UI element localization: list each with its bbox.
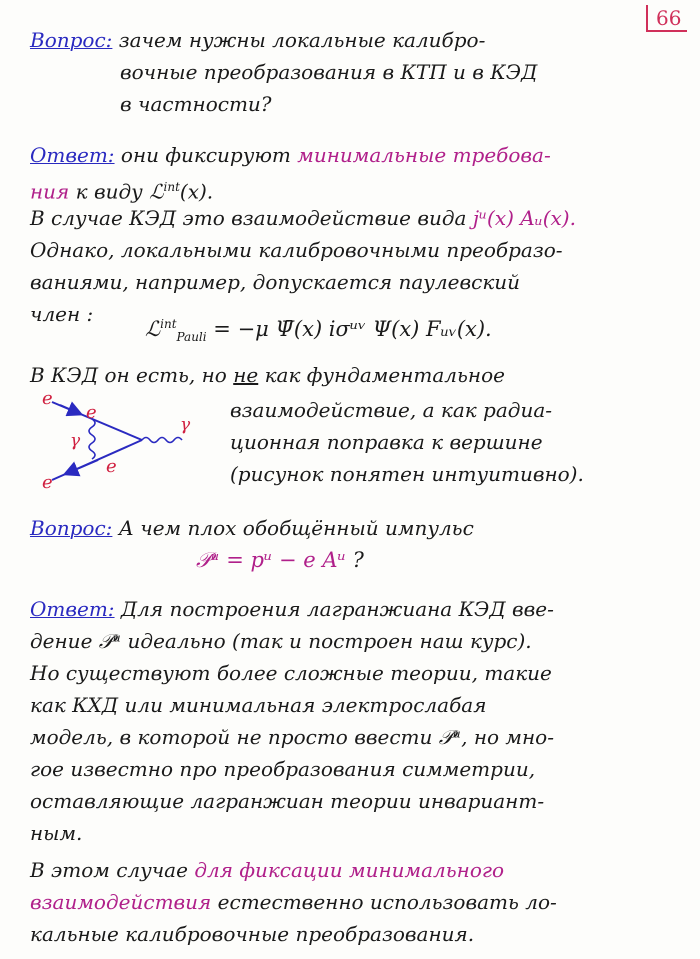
- p1-line-2: [30, 237, 563, 263]
- answer-label-2: Ответ:: [30, 597, 115, 621]
- p1-text-1: В случае КЭД это взаимодействие вида: [30, 206, 467, 230]
- a1-highlight-2: ния: [30, 179, 70, 204]
- a1-line-2: [30, 174, 213, 205]
- p1-text-4: член :: [30, 302, 94, 326]
- p1-text-2: Однако, локальными калибровочными преобразо-: [30, 238, 563, 262]
- label-e2: e: [86, 402, 97, 423]
- a2-text-6: гое известно про преобразования симметрии,: [30, 757, 536, 781]
- answer-label: Ответ:: [30, 143, 115, 167]
- q2-text-1: А чем плох обобщённый импульс: [118, 516, 474, 540]
- q2-line-1: [30, 515, 474, 541]
- a1-text-1: они фиксируют: [120, 143, 291, 167]
- a1-highlight-1: минимальные требова-: [297, 143, 551, 167]
- q1-line-3: [120, 91, 272, 117]
- label-e1: e: [42, 388, 53, 409]
- a2-line-8: [30, 820, 82, 846]
- p1-line-4: [30, 301, 93, 327]
- a2-text-3: Но существуют более сложные теории, такие: [30, 661, 552, 685]
- p2-line-1: [30, 362, 505, 388]
- p1-line-3: [30, 269, 520, 295]
- electron-arrow-in: [60, 405, 76, 412]
- a2-text-8: ным.: [30, 821, 83, 845]
- a2-line-3: [30, 660, 552, 686]
- question-label-2: Вопрос:: [30, 516, 113, 540]
- a2-line-7: [30, 788, 544, 814]
- a2-line-6: [30, 756, 535, 782]
- p2-text-3: ционная поправка к вершине: [230, 430, 543, 454]
- a2-line-5: [30, 724, 554, 750]
- a1-line-1: [30, 142, 551, 168]
- p1-text-3: ваниями, например, допускается паулевский: [30, 270, 521, 294]
- a2-line-2: [30, 628, 532, 654]
- external-photon: [142, 438, 182, 443]
- feynman-vertex-diagram: [30, 388, 220, 498]
- a2-text-5: модель, в которой не просто ввести 𝒫ᵘ, но мно-: [30, 725, 554, 749]
- p1-current-term: jᵘ(x) Aᵤ(x).: [472, 206, 576, 230]
- a1-sup: int: [163, 180, 180, 194]
- p3-highlight-1: для фиксации минимального: [194, 858, 505, 882]
- a2-text-1: Для построения лагранжиана КЭД вве-: [120, 597, 554, 621]
- p3-line-2: [30, 889, 557, 915]
- pauli-sup: int: [160, 317, 177, 331]
- question-label: Вопрос:: [30, 28, 113, 52]
- p3-highlight-2: взаимодействия: [30, 890, 212, 914]
- p1-line-1: [30, 205, 576, 231]
- label-e4: e: [42, 472, 53, 493]
- p2-text-2: взаимодействие, а как радиа-: [230, 398, 553, 422]
- label-gamma-internal: γ: [70, 431, 81, 451]
- a2-text-4: как КХД или минимальная электрослабая: [30, 693, 487, 717]
- p2-line-3: [230, 429, 543, 455]
- p2-line-4: [230, 461, 584, 487]
- p3-text-3: кальные калибровочные преобразования.: [30, 922, 475, 946]
- p2-not-word: не: [233, 363, 259, 387]
- a1-text-2: к виду ℒ: [75, 179, 164, 204]
- p2-text-4: (рисунок понятен интуитивно).: [230, 462, 584, 486]
- pauli-lhs: ℒ: [145, 317, 161, 341]
- q2-formula: [196, 547, 364, 573]
- q1-text-1: зачем нужны локальные калибро-: [118, 28, 486, 52]
- a2-text-2: дение 𝒫ᵘ идеально (так и построен наш курс).: [30, 629, 532, 653]
- pauli-rhs: = −μ Ψ̄(x) iσᵘᵛ Ψ(x) Fᵤᵥ(x).: [213, 317, 492, 341]
- pauli-sub: Pauli: [176, 330, 207, 345]
- q1-text-3: в частности?: [120, 92, 272, 116]
- q1-text-2: вочные преобразования в КТП и в КЭД: [120, 60, 538, 84]
- page-number: 66: [646, 5, 687, 32]
- p2-line-2: [230, 397, 552, 423]
- a2-line-1: [30, 596, 554, 622]
- a1-text-2-end: (x).: [179, 179, 214, 204]
- q2-question-mark: ?: [352, 548, 364, 572]
- p3-text-2: естественно использовать ло-: [217, 890, 557, 914]
- label-e3: e: [106, 456, 117, 477]
- internal-photon: [89, 419, 95, 459]
- p2-text-1b: как фундаментальное: [264, 363, 505, 387]
- p3-line-3: [30, 921, 474, 947]
- pauli-formula: [145, 311, 492, 350]
- label-gamma-external: γ: [180, 415, 191, 435]
- q1-line-2: [120, 59, 537, 85]
- p3-text-1: В этом случае: [30, 858, 188, 882]
- a2-line-4: [30, 692, 486, 718]
- generalized-momentum: 𝒫ᵘ = pᵘ − e Aᵘ: [196, 548, 346, 572]
- electron-arrow-out: [70, 460, 98, 472]
- q1-line-1: [30, 27, 485, 53]
- p2-text-1a: В КЭД он есть, но: [30, 363, 227, 387]
- p3-line-1: [30, 857, 504, 883]
- a2-text-7: оставляющие лагранжиан теории инвариант-: [30, 789, 545, 813]
